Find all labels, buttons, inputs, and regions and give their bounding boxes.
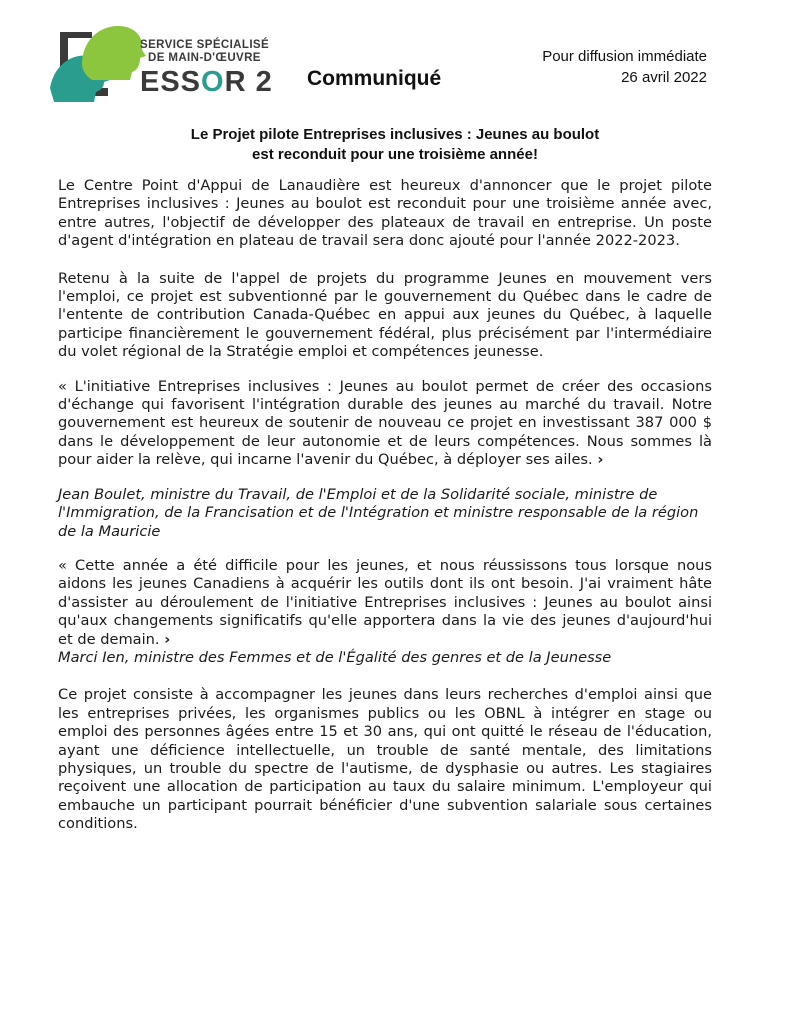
logo-subtitle-line1: SERVICE SPÉCIALISÉ	[140, 39, 270, 51]
signature-boulet: Jean Boulet, ministre du Travail, de l'Emploi et de la Solidarité sociale, ministre de l'Immigration, de la Francisation et de l'Intégration et ministre responsable de la région de la Mauricie	[58, 485, 699, 540]
logo-name-part1: ESS	[140, 66, 202, 98]
logo-name	[140, 66, 273, 98]
logo-name-part2: R 2	[224, 66, 273, 98]
title-line1: Le Projet pilote Entreprises inclusives : Jeunes au boulot	[190, 126, 600, 143]
signature-ien: Marci Ien, ministre des Femmes et de l'Égalité des genres et de la Jeunesse	[58, 648, 612, 666]
quote-ien-text: « Cette année a été difficile pour les jeunes, et nous réussissons tous lorsque nous aidons les jeunes Canadiens à acquérir les outils dont ils ont besoin. J'ai vraiment hâte d'assister au déroulement de l'initiative Entreprises inclusives : Jeunes au boulot ainsi qu'aux changements significatifs qu'elle apportera dans la vie des jeunes d'aujourd'hui et de demain.	[58, 556, 712, 648]
quote-ien	[58, 557, 712, 649]
release-date: 26 avril 2022	[621, 69, 707, 86]
document-type-heading: Communiqué	[307, 67, 442, 90]
title-line2: est reconduit pour une troisième année!	[252, 146, 538, 163]
quote-boulet-close: ›	[597, 451, 604, 469]
essor-logo-icon	[48, 18, 148, 102]
press-release-title	[100, 125, 690, 165]
project-description-paragraph: Ce projet consiste à accompagner les jeunes dans leurs recherches d'emploi ainsi que les entreprises privées, les organismes publics ou les OBNL à intégrer en stage ou emploi des personnes âgées entre 15 et 30 ans, qui ont quitté le réseau de l'éducation, ayant une déficience intellectuelle, un trouble de santé mentale, des limitations physiques, un trouble du spectre de l'autisme, de dysphasie ou autres. Les stagiaires reçoivent une allocation de participation au taux du salaire minimum. L'employeur qui embauche un participant pourrait bénéficier d'une subvention salariale sous certaines conditions.	[58, 686, 712, 833]
press-release-body	[58, 177, 712, 834]
quote-ien-close: ›	[164, 630, 171, 648]
logo-name-o: O	[201, 66, 225, 98]
logo-wordmark	[140, 39, 273, 98]
quote-boulet	[58, 378, 712, 470]
intro-paragraph: Le Centre Point d'Appui de Lanaudière est heureux d'annoncer que le projet pilote Entreprises inclusives : Jeunes au boulot est reconduit pour une troisième année avec, entre autres, l'objectif de développer des plateaux de travail en entreprise. Un poste d'agent d'intégration en plateau de travail sera donc ajouté pour l'année 2022-2023.	[58, 177, 712, 250]
release-note: Pour diffusion immédiate	[542, 48, 707, 65]
logo-subtitle-line2: DE MAIN-D'ŒUVRE	[148, 52, 261, 64]
funding-paragraph: Retenu à la suite de l'appel de projets du programme Jeunes en mouvement vers l'emploi, ce projet est subventionné par le gouvernement du Québec dans le cadre de l'entente de contribution Canada-Québec en appui aux jeunes du Québec, à laquelle participe financièrement le gouvernement fédéral, plus précisément par l'intermédiaire du volet régional de la Stratégie emploi et compétences jeunesse.	[58, 269, 712, 361]
release-info	[542, 46, 707, 88]
quote-boulet-text: « L'initiative Entreprises inclusives : Jeunes au boulot permet de créer des occasions d'échange qui favorisent l'intégration durable des jeunes au marché du travail. Notre gouvernement est heureux de soutenir de nouveau ce projet en investissant 387 000 $ dans le développement de leur autonomie et de leurs compétences. Nous sommes là pour aider la relève, qui incarne l'avenir du Québec, à déployer ses ailes.	[58, 377, 712, 469]
